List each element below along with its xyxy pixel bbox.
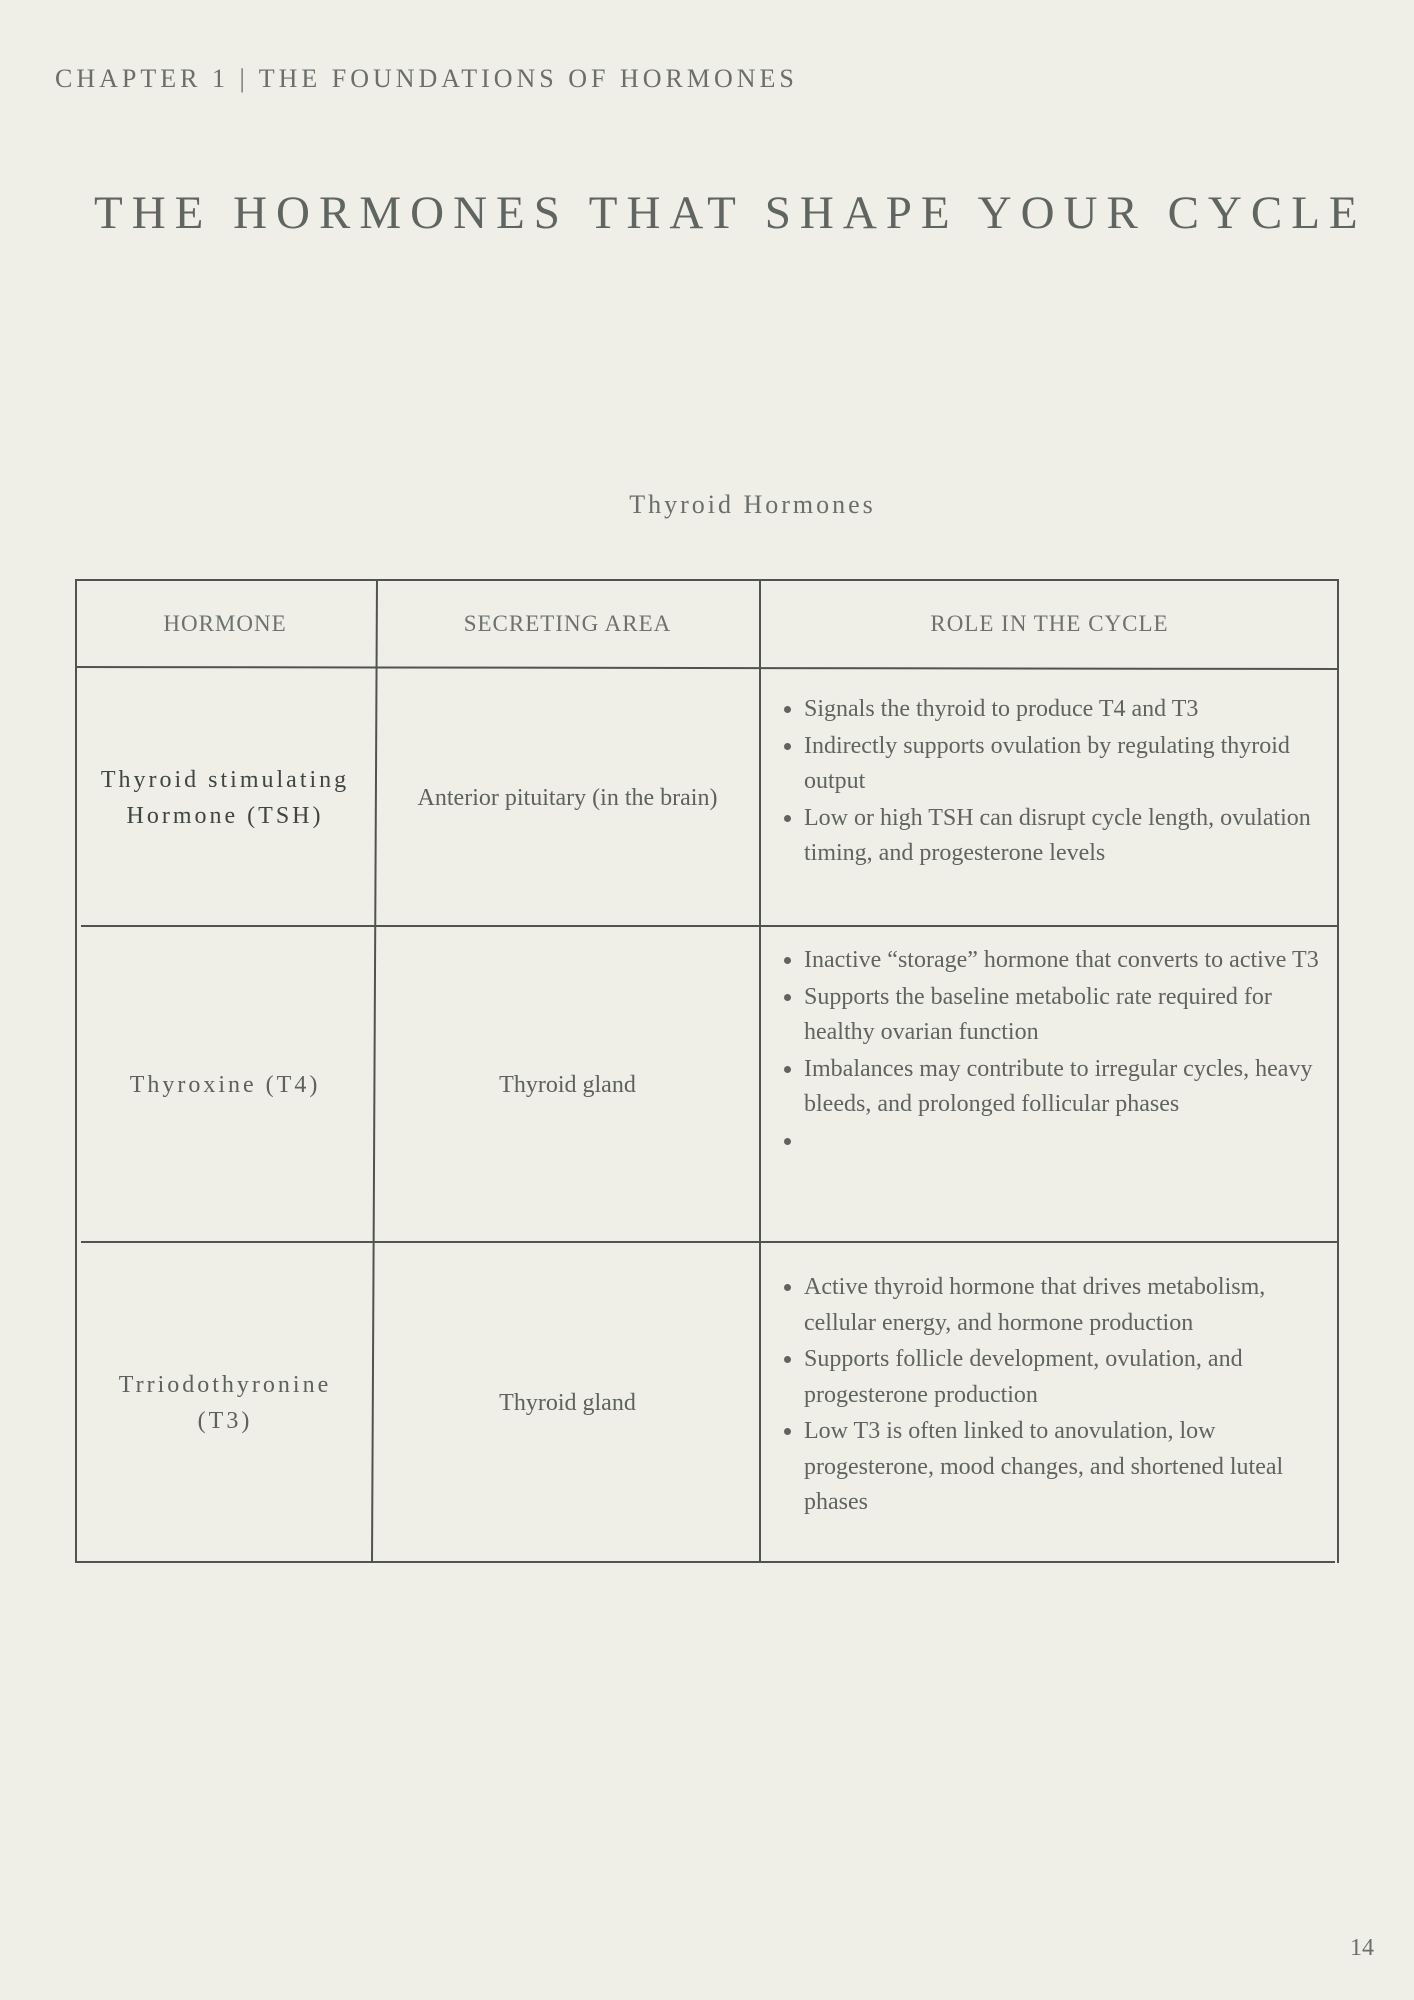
role-item: • Active thyroid hormone that drives metabolism, cellular energy, and hormone production [804, 1269, 1333, 1341]
page-title: THE HORMONES THAT SHAPE YOUR CYCLE [94, 187, 1367, 239]
table-row-2-secreting-area: Thyroid gland [499, 1071, 636, 1098]
thyroid-hormones-table [75, 579, 1339, 1563]
table-row-3-role-list [773, 1269, 1333, 1521]
page-number: 14 [1350, 1935, 1374, 1961]
table-row-3-hormone: Trriodothyronine (T3) [118, 1371, 332, 1434]
table-row-2-hormone: Thyroxine (T4) [129, 1071, 321, 1098]
table-title: Thyroid Hormones [629, 490, 876, 519]
column-header-secreting-area: SECRETING AREA [463, 610, 672, 636]
role-item: • Low or high TSH can disrupt cycle length, ovulation timing, and progesterone levels [804, 800, 1333, 872]
role-item: • Imbalances may contribute to irregular cycles, heavy bleeds, and prolonged follicular phases [804, 1051, 1333, 1123]
role-item: • Supports the baseline metabolic rate required for healthy ovarian function [804, 979, 1333, 1051]
table-row-1-hormone: Thyroid stimulating Hormone (TSH) [100, 766, 350, 829]
table-row-2-role-list [773, 942, 1333, 1159]
column-header-hormone: HORMONE [163, 610, 287, 636]
column-header-role: ROLE IN THE CYCLE [930, 610, 1169, 636]
role-item: • Supports follicle development, ovulation, and progesterone production [804, 1341, 1333, 1413]
role-item: • Indirectly supports ovulation by regulating thyroid output [804, 728, 1333, 800]
table-row-3-secreting-area: Thyroid gland [499, 1389, 636, 1416]
table-row-1-role-list [773, 691, 1333, 872]
chapter-heading: CHAPTER 1 | THE FOUNDATIONS OF HORMONES [55, 64, 798, 93]
role-item: • Low T3 is often linked to anovulation, low progesterone, mood changes, and shortened luteal phases [804, 1413, 1333, 1521]
role-item: • Inactive “storage” hormone that converts to active T3 [804, 942, 1333, 979]
role-item: • Signals the thyroid to produce T4 and T3 [804, 691, 1333, 728]
table-row-1-secreting-area: Anterior pituitary (in the brain) [417, 784, 718, 811]
role-item-empty [804, 1123, 1333, 1160]
